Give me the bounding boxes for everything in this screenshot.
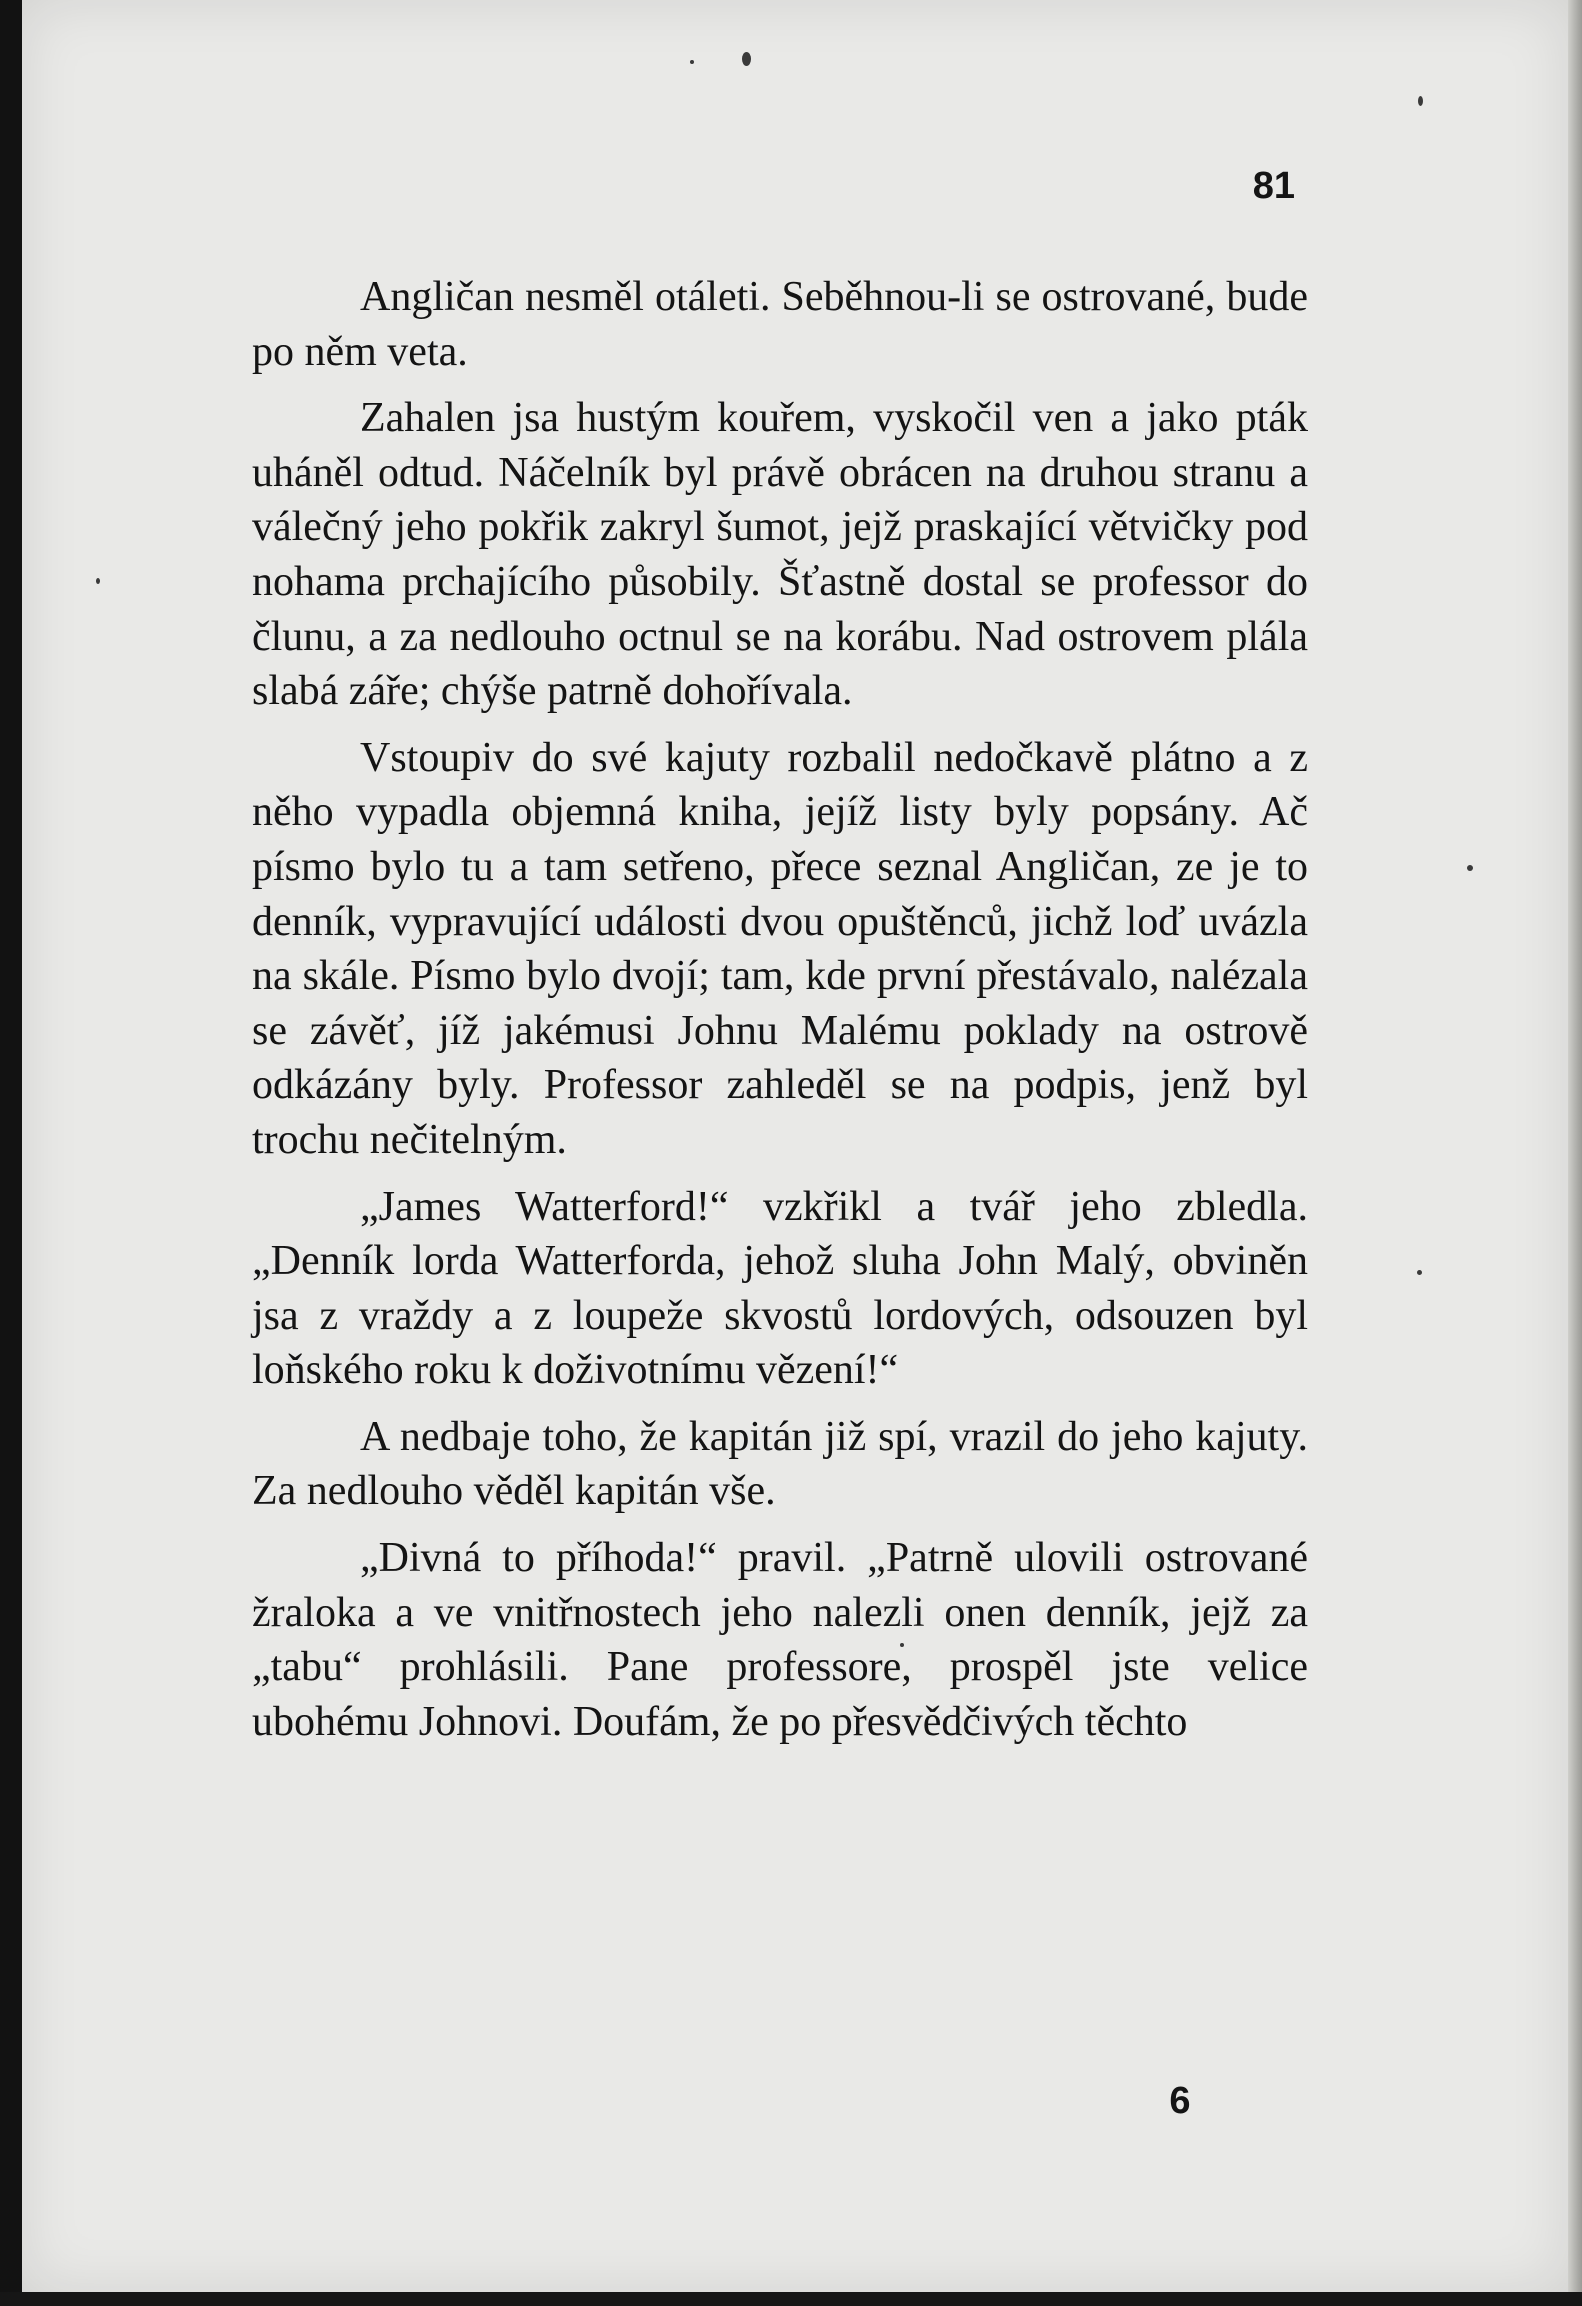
- paragraph: A nedbaje toho, že kapitán již spí, vrazil do jeho kajuty. Za nedlouho věděl kapitán vše.: [252, 1413, 1308, 1515]
- ink-speck: [1467, 865, 1473, 871]
- paragraph: Angličan nesměl otáleti. Seběhnou-li se ostrované, bude po něm veta.: [252, 274, 1308, 375]
- binding-shadow: [0, 0, 22, 2306]
- body-text: [252, 270, 1308, 1761]
- page-number: 81: [1252, 165, 1295, 207]
- ink-speck: [1418, 96, 1423, 106]
- ink-speck: [96, 578, 100, 584]
- signature-mark: 6: [1169, 2080, 1191, 2122]
- ink-speck: [742, 52, 751, 66]
- ink-speck: [1417, 1270, 1422, 1275]
- bottom-shadow: [0, 2292, 1582, 2306]
- paragraph: „James Watterford!“ vzkřikl a tvář jeho zbledla. „Denník lorda Watterforda, jehož sluha John Malý, obviněn jsa z vraždy a z loupeže skvostů lordových, odsouzen byl loňského roku k doživotnímu vězení!“: [252, 1183, 1308, 1394]
- paragraph: Vstoupiv do své kajuty rozbalil nedočkavě plátno a z něho vypadla objemná kniha, jejíž listy byly popsány. Ač písmo bylo tu a tam setřeno, přece seznal Angličan, ze je to denník, vypravující události dvou opuštěnců, jichž loď uvázla na skále. Písmo bylo dvojí; tam, kde první přestávalo, nalézala se závěť, jíž jakémusi Johnu Malému poklady na ostrově odkázány byly. Professor zahleděl se na podpis, jenž byl trochu nečitelným.: [252, 734, 1308, 1163]
- paragraph: „Divná to příhoda!“ pravil. „Patrně ulovili ostrované žraloka a ve vnitřnostech jeho nalezli onen denník, jejž za „tabu“ prohlásili. Pane professore, prospěl jste velice ubohému Johnovi. Doufám, že po přesvědčivých těchto: [252, 1535, 1308, 1745]
- paragraph: Zahalen jsa hustým kouřem, vyskočil ven a jako pták uháněl odtud. Náčelník byl právě obrácen na druhou stranu a válečný jeho pokřik zakryl šumot, jejž praskající větvičky pod nohama prchajícího působily. Šťastně dostal se professor do člunu, a za nedlouho octnul se na korábu. Nad ostrovem plála slabá záře; chýše patrně dohořívala.: [252, 395, 1308, 715]
- page-edge: [1568, 0, 1582, 2306]
- ink-speck: [690, 60, 694, 64]
